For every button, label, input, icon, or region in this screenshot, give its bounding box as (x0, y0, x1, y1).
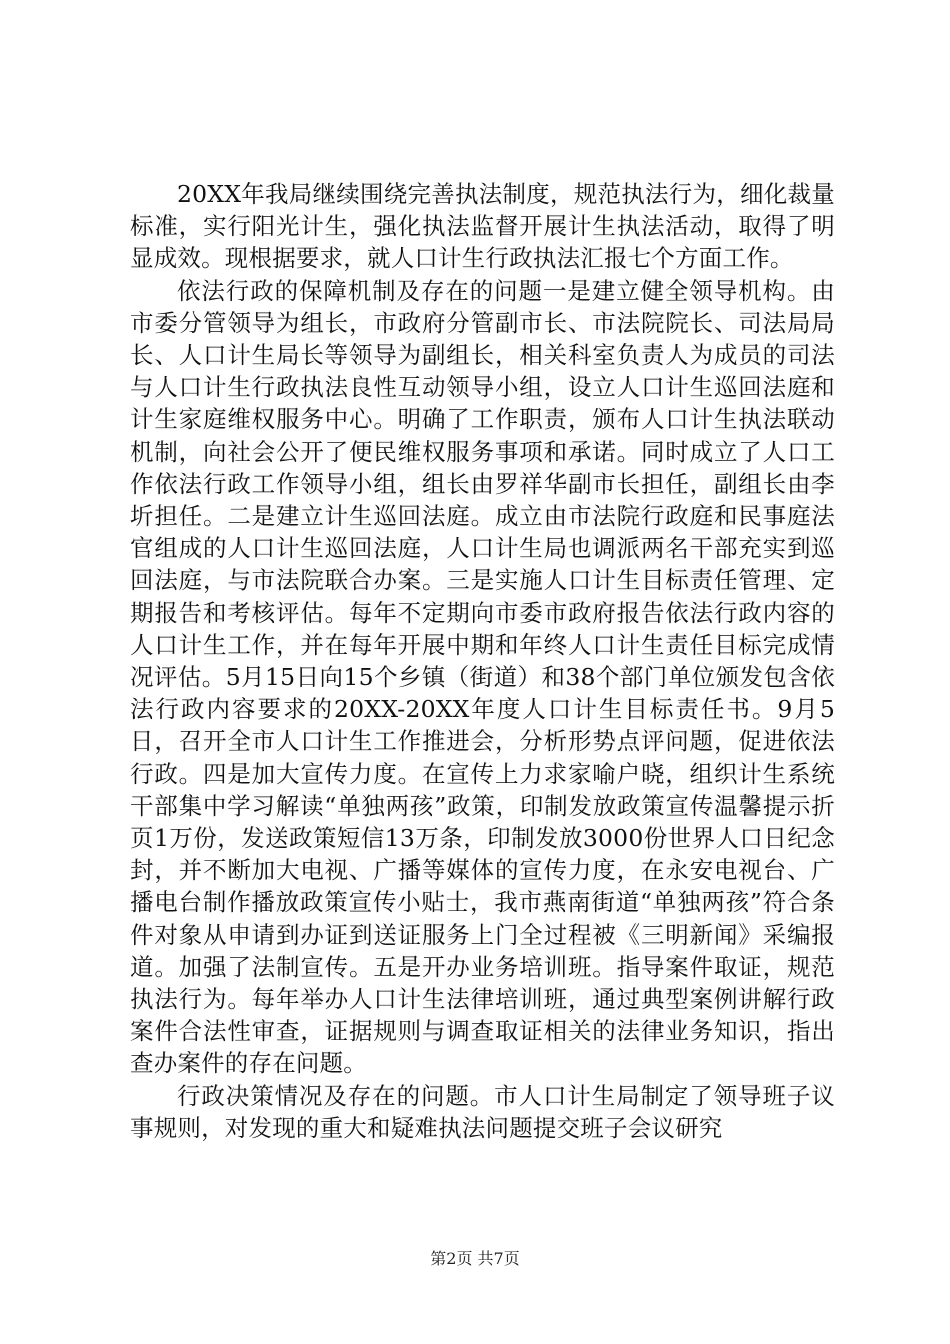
paragraph-administrative-decision: 行政决策情况及存在的问题。市人口计生局制定了领导班子议事规则，对发现的重大和疑难执法问题提交班子会议研究 (130, 1081, 835, 1142)
document-body (130, 178, 835, 1144)
paragraph-intro: 20XX年我局继续围绕完善执法制度，规范执法行为，细化裁量标准，实行阳光计生，强化执法监督开展计生执法活动，取得了明显成效。现根据要求，就人口计生行政执法汇报七个方面工作。 (130, 180, 835, 273)
paragraph-safeguard-mechanism: 依法行政的保障机制及存在的问题一是建立健全领导机构。由市委分管领导为组长，市政府分管副市长、市法院院长、司法局局长、人口计生局长等领导为副组长，相关科室负责人为成员的司法与人口计生行政执法良性互动领导小组，设立人口计生巡回法庭和计生家庭维权服务中心。明确了工作职责，颁布人口计生执法联动机制，向社会公开了便民维权服务事项和承诺。同时成立了人口工作依法行政工作领导小组，组长由罗祥华副市长担任，副组长由李圻担任。二是建立计生巡回法庭。成立由市法院行政庭和民事庭法官组成的人口计生巡回法庭，人口计生局也调派两名干部充实到巡回法庭，与市法院联合办案。三是实施人口计生目标责任管理、定期报告和考核评估。每年不定期向市委市政府报告依法行政内容的人口计生工作，并在每年开展中期和年终人口计生责任目标完成情况评估。5月15日向15个乡镇（街道）和38个部门单位颁发包含依法行政内容要求的20XX-20XX年度人口计生目标责任书。9月5日，召开全市人口计生工作推进会，分析形势点评问题，促进依法行政。四是加大宣传力度。在宣传上力求家喻户晓，组织计生系统干部集中学习解读“单独两孩”政策，印制发放政策宣传温馨提示折页1万份，发送政策短信13万条，印制发放3000份世界人口日纪念封，并不断加大电视、广播等媒体的宣传力度，在永安电视台、广播电台制作播放政策宣传小贴士，我市燕南街道“单独两孩”符合条件对象从申请到办证到送证服务上门全过程被《三明新闻》采编报道。加强了法制宣传。五是开办业务培训班。指导案件取证，规范执法行为。每年举办人口计生法律培训班，通过典型案例讲解行政案件合法性审查，证据规则与调查取证相关的法律业务知识，指出查办案件的存在问题。 (130, 276, 835, 1078)
page-footer (0, 1246, 950, 1269)
page-total: 共7页 (477, 1249, 520, 1268)
page-number: 第2页 (430, 1249, 473, 1268)
